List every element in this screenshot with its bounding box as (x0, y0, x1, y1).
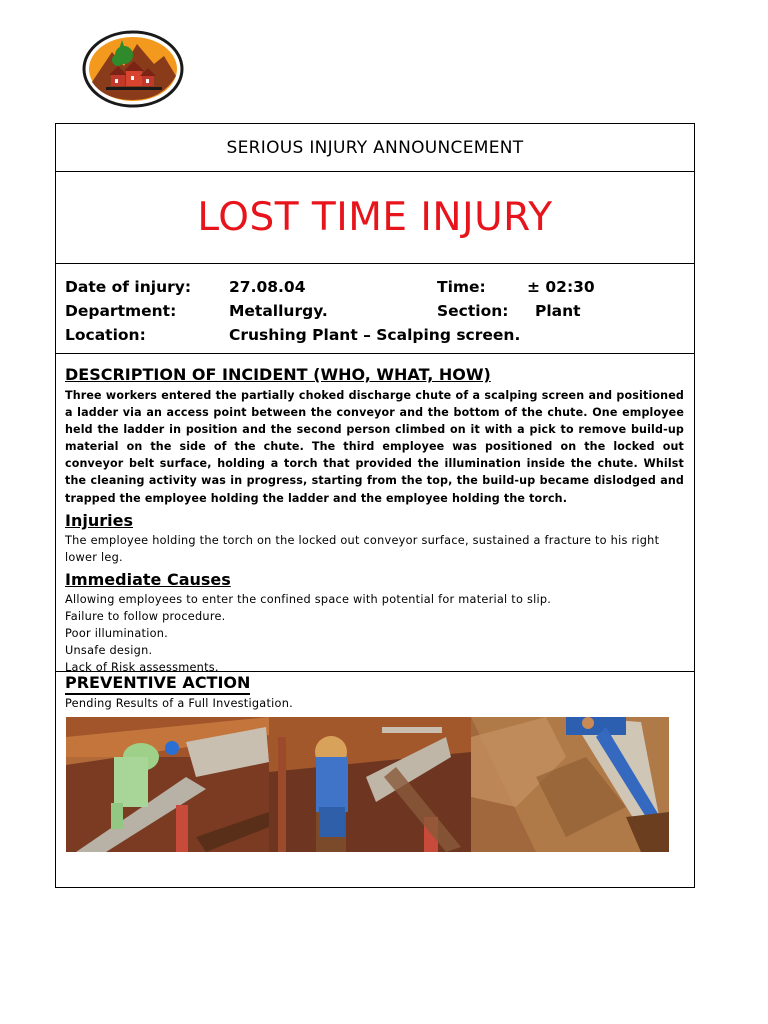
incident-photo-2 (269, 717, 471, 852)
incident-photo-3 (471, 717, 669, 852)
time-value: ± 02:30 (527, 278, 595, 296)
announcement-heading: SERIOUS INJURY ANNOUNCEMENT (226, 138, 524, 158)
incident-description-section (56, 354, 694, 672)
injury-type-title: LOST TIME INJURY (197, 195, 553, 240)
injuries-heading: Injuries (65, 510, 133, 530)
preventive-action-section (56, 672, 694, 887)
location-label: Location: (65, 326, 146, 344)
cause-item: Allowing employees to enter the confined space with potential for material to slip. (65, 592, 552, 606)
company-logo (82, 30, 184, 108)
cause-item: Lack of Risk assessments. (65, 660, 219, 674)
preventive-text: Pending Results of a Full Investigation. (65, 697, 293, 710)
announcement-form (55, 123, 695, 888)
section-label: Section: (437, 302, 509, 320)
date-value: 27.08.04 (229, 278, 306, 296)
immediate-causes-list (65, 591, 684, 676)
immediate-causes-heading: Immediate Causes (65, 569, 231, 589)
incident-photos (66, 717, 669, 852)
injury-type-banner (56, 172, 694, 264)
location-value: Crushing Plant – Scalping screen. (229, 326, 521, 344)
injury-details (56, 264, 694, 354)
cause-item: Failure to follow procedure. (65, 609, 226, 623)
department-value: Metallurgy. (229, 302, 328, 320)
description-heading: DESCRIPTION OF INCIDENT (WHO, WHAT, HOW) (65, 365, 491, 384)
preventive-heading: PREVENTIVE ACTION (65, 673, 250, 695)
date-label: Date of injury: (65, 278, 192, 296)
section-value: Plant (535, 302, 581, 320)
time-label: Time: (437, 278, 486, 296)
cause-item: Poor illumination. (65, 626, 169, 640)
cause-item: Unsafe design. (65, 643, 153, 657)
incident-photo-1 (66, 717, 269, 852)
department-label: Department: (65, 302, 177, 320)
injuries-text: The employee holding the torch on the locked out conveyor surface, sustained a fracture to his right lower leg. (65, 533, 660, 564)
description-text: Three workers entered the partially choked discharge chute of a scalping screen and positioned a ladder via an access point between the conveyor and the bottom of the chute. One employee held the ladder in position and the second person climbed on it with a pick to remove build-up material on the side of the chute. The third employee was positioned on the locked out conveyor belt surface, holding a torch that provided the illumination inside the chute. Whilst the cleaning activity was in progress, starting from the top, the build-up became dislodged and trapped the employee holding the ladder and the employee holding the torch. (65, 389, 684, 505)
header-section (56, 124, 694, 172)
